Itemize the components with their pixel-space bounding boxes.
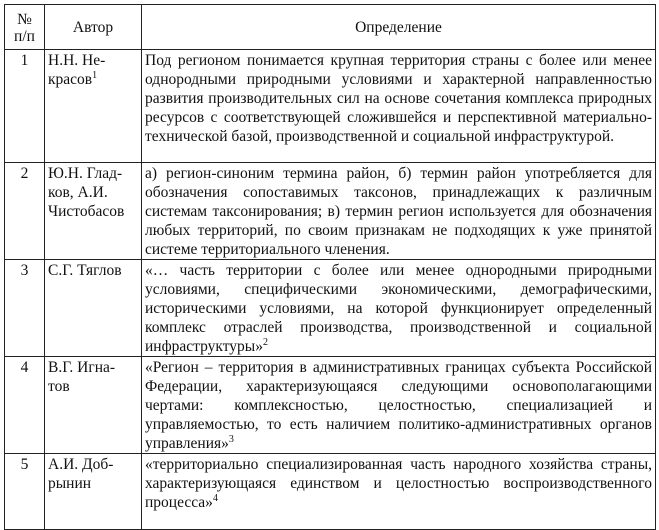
row-number: 5 — [5, 454, 45, 530]
author-line: Н.Н. Не- — [48, 52, 106, 69]
header-number — [5, 5, 45, 50]
header-definition: Определение — [142, 5, 656, 50]
table-row — [5, 163, 656, 260]
table-row — [5, 260, 656, 357]
footnote-marker: 4 — [212, 492, 218, 504]
author-line: Ю.Н. Глад- — [48, 165, 123, 182]
definition-text: «… часть территории с более или менее однородными природными условиями, специфическими экономическими, демографическими, историческими условиями, на которой функционирует определенный комплекс отраслей производства, производственной и социальной инфраструктуры» — [145, 262, 652, 355]
row-number: 3 — [5, 260, 45, 357]
row-author — [45, 260, 142, 357]
definition-text: «Регион – территория в административных границах субъекта Российской Федерации, характеризующаяся следующими основополагающими чертами: комплексностью, целостностью, специализацией и управляемостью, то есть наличием политико-административных органов управления» — [145, 359, 652, 452]
table-row — [5, 454, 656, 530]
author-line: С.Г. Тяглов — [48, 262, 122, 279]
definitions-table — [4, 4, 656, 530]
author-line: В.Г. Игна- — [48, 359, 116, 376]
row-author — [45, 163, 142, 260]
row-definition — [142, 357, 656, 454]
row-definition — [142, 163, 656, 260]
row-number: 1 — [5, 50, 45, 163]
author-line: красов — [48, 71, 93, 88]
row-definition — [142, 260, 656, 357]
table-header-row — [5, 5, 656, 50]
footnote-marker: 2 — [262, 336, 268, 348]
table-row — [5, 50, 656, 163]
row-number: 4 — [5, 357, 45, 454]
row-author — [45, 454, 142, 530]
row-author — [45, 50, 142, 163]
row-definition — [142, 50, 656, 163]
row-author — [45, 357, 142, 454]
author-line: ков, А.И. — [48, 184, 108, 201]
definition-text: «территориально специализированная часть народного хозяйства страны, характеризующаяся единством и целостностью воспроизводственного процесса» — [145, 456, 652, 511]
footnote-marker: 3 — [228, 433, 234, 445]
row-definition — [142, 454, 656, 530]
footnote-marker: 1 — [92, 69, 98, 81]
header-author: Автор — [45, 5, 142, 50]
author-line: Чистобасов — [48, 203, 125, 220]
table-row — [5, 357, 656, 454]
author-line: тов — [48, 378, 70, 395]
header-number-line1: № — [17, 10, 32, 28]
definition-text: Под регионом понимается крупная территория страны с более или менее однородными природными условиями и характерной направленностью развития производительных сил на основе сочетания комплекса природных ресурсов с соответствующей сложившейся и перспективной материально-технической базой, производственной и социальной инфраструктурой. — [145, 52, 652, 145]
header-number-line2: п/п — [14, 27, 35, 45]
author-line: А.И. Доб- — [48, 456, 114, 473]
author-line: рынин — [48, 475, 92, 492]
row-number: 2 — [5, 163, 45, 260]
definition-text: а) регион-синоним термина район, б) термин район употребляется для обозначения сопоставимых таксонов, принадлежащих к различным системам таксонирования; в) термин регион используется для обозначения любых территорий, по своим признакам не подходящих к уже принятой системе территориального членения. — [145, 165, 652, 258]
